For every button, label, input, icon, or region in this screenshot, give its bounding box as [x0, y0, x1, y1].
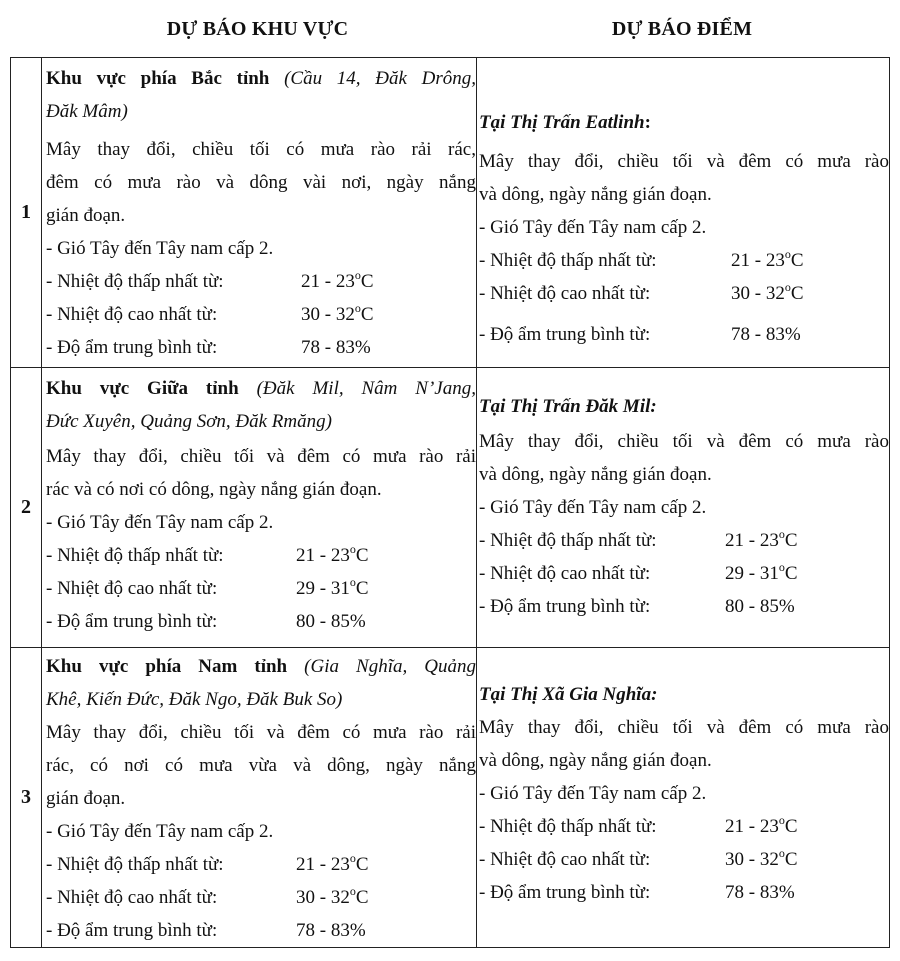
area-locations: (Đăk Mil, Nâm N’Jang,: [256, 378, 476, 399]
degree-sign: o: [354, 301, 361, 315]
humidity-label: - Độ ẩm trung bình từ:: [46, 611, 218, 632]
tmin-label: - Nhiệt độ thấp nhất từ:: [46, 271, 224, 292]
humidity-value: 78 - 83%: [731, 324, 801, 345]
point-title-line: Tại Thị Trấn Eatlinh:: [479, 112, 651, 133]
tmin-value: 21 - 23$^o$C: [725, 527, 798, 551]
tmax-value: 29 - 31$^o$C: [725, 560, 798, 584]
point-desc-line: và dông, ngày nắng gián đoạn.: [479, 750, 712, 771]
point-tmax: [477, 843, 889, 876]
degree-sign: o: [349, 542, 356, 556]
header-point-forecast: DỰ BÁO ĐIỂM: [611, 18, 753, 40]
point-tmin: [477, 524, 889, 557]
area-tmin: [42, 265, 476, 298]
forecast-row-1: [11, 58, 890, 368]
point-title: Tại Thị Trấn Eatlinh: [479, 112, 645, 133]
area-locations: (Cầu 14, Đăk Drông,: [284, 68, 476, 89]
tmin-value: 21 - 23$^o$C: [731, 247, 804, 271]
point-title: Tại Thị Trấn Đăk Mil:: [479, 396, 657, 417]
point-desc-line: Mây thay đổi, chiều tối và đêm có mưa rào: [479, 717, 889, 738]
point-desc-line: Mây thay đổi, chiều tối và đêm có mưa rào: [479, 431, 889, 452]
point-tmax: [477, 557, 889, 590]
area-desc-line: rác và có nơi có dông, ngày nắng gián đoạn.: [46, 479, 382, 500]
area-locations-cont: Khê, Kiến Đức, Đăk Ngo, Đăk Buk So): [46, 689, 343, 710]
point-forecast-cell: [477, 648, 890, 948]
row-number: 2: [11, 368, 42, 648]
degree-sign: o: [778, 846, 785, 860]
tmax-label: - Nhiệt độ cao nhất từ:: [479, 849, 651, 870]
area-tmax: [42, 572, 476, 605]
tmax-value: 30 - 32$^o$C: [301, 301, 374, 325]
header-area-forecast: DỰ BÁO KHU VỰC: [166, 18, 349, 40]
humidity-value: 78 - 83%: [301, 337, 371, 358]
humidity-value: 80 - 85%: [725, 596, 795, 617]
humidity-label: - Độ ẩm trung bình từ:: [479, 324, 651, 345]
tmin-value: 21 - 23$^o$C: [301, 268, 374, 292]
point-tmin: [477, 810, 889, 843]
point-title: Tại Thị Xã Gia Nghĩa:: [479, 684, 658, 705]
humidity-label: - Độ ẩm trung bình từ:: [479, 596, 651, 617]
area-title-line: [42, 650, 476, 683]
area-locations-cont: Đăk Mâm): [46, 101, 128, 122]
area-desc-line: Mây thay đổi, chiều tối và đêm có mưa rào rải: [46, 446, 476, 467]
humidity-value: 78 - 83%: [725, 882, 795, 903]
humidity-label: - Độ ẩm trung bình từ:: [479, 882, 651, 903]
area-title-line: [42, 62, 476, 95]
area-tmin: [42, 848, 476, 881]
point-wind: - Gió Tây đến Tây nam cấp 2.: [479, 497, 707, 518]
point-wind: - Gió Tây đến Tây nam cấp 2.: [479, 783, 707, 804]
tmax-label: - Nhiệt độ cao nhất từ:: [479, 563, 651, 584]
point-desc-line: Mây thay đổi, chiều tối và đêm có mưa rào: [479, 151, 889, 172]
area-desc-line: Mây thay đổi, chiều tối có mưa rào rải rác,: [46, 139, 476, 160]
area-locations: (Gia Nghĩa, Quảng: [304, 656, 477, 677]
degree-sign: o: [778, 560, 785, 574]
area-desc-line: rác, có nơi có mưa vừa và dông, ngày nắng: [46, 755, 476, 776]
tmin-label: - Nhiệt độ thấp nhất từ:: [479, 816, 657, 837]
area-forecast-cell: [42, 368, 477, 648]
area-tmax: [42, 881, 476, 914]
degree-sign: o: [349, 884, 356, 898]
area-wind: - Gió Tây đến Tây nam cấp 2.: [46, 238, 274, 259]
area-tmax: [42, 298, 476, 331]
row-number: 1: [11, 58, 42, 368]
point-humidity: [477, 876, 889, 909]
humidity-value: 80 - 85%: [296, 611, 366, 632]
humidity-label: - Độ ẩm trung bình từ:: [46, 337, 218, 358]
tmin-label: - Nhiệt độ thấp nhất từ:: [46, 545, 224, 566]
degree-sign: o: [784, 247, 791, 261]
forecast-row-2: [11, 368, 890, 648]
degree-sign: o: [778, 527, 785, 541]
area-locations-cont: Đức Xuyên, Quảng Sơn, Đăk Rmăng): [46, 411, 332, 432]
point-wind: - Gió Tây đến Tây nam cấp 2.: [479, 217, 707, 238]
tmin-label: - Nhiệt độ thấp nhất từ:: [46, 854, 224, 875]
area-desc-line: đêm có mưa rào và dông vài nơi, ngày nắng: [46, 172, 476, 193]
tmax-value: 29 - 31$^o$C: [296, 575, 369, 599]
point-tmin: [477, 244, 889, 277]
humidity-value: 78 - 83%: [296, 920, 366, 941]
forecast-row-3: [11, 648, 890, 948]
tmin-label: - Nhiệt độ thấp nhất từ:: [479, 250, 657, 271]
area-desc-line: gián đoạn.: [46, 788, 126, 809]
tmax-value: 30 - 32$^o$C: [725, 846, 798, 870]
tmax-label: - Nhiệt độ cao nhất từ:: [479, 283, 651, 304]
area-title: Khu vực phía Bắc tỉnh: [46, 68, 270, 89]
area-humidity: [42, 914, 476, 947]
degree-sign: o: [778, 813, 785, 827]
area-tmin: [42, 539, 476, 572]
point-humidity: [477, 590, 889, 623]
area-forecast-cell: [42, 58, 477, 368]
degree-sign: o: [349, 575, 356, 589]
tmax-label: - Nhiệt độ cao nhất từ:: [46, 578, 218, 599]
tmin-value: 21 - 23$^o$C: [725, 813, 798, 837]
tmax-value: 30 - 32$^o$C: [296, 884, 369, 908]
area-desc-line: Mây thay đổi, chiều tối và đêm có mưa rào rải: [46, 722, 476, 743]
forecast-table: [10, 57, 890, 948]
point-tmax: [477, 277, 889, 310]
area-wind: - Gió Tây đến Tây nam cấp 2.: [46, 821, 274, 842]
point-forecast-cell: [477, 58, 890, 368]
degree-sign: o: [354, 268, 361, 282]
tmin-label: - Nhiệt độ thấp nhất từ:: [479, 530, 657, 551]
tmax-label: - Nhiệt độ cao nhất từ:: [46, 887, 218, 908]
tmin-value: 21 - 23$^o$C: [296, 851, 369, 875]
point-desc-line: và dông, ngày nắng gián đoạn.: [479, 184, 712, 205]
point-desc-line: và dông, ngày nắng gián đoạn.: [479, 464, 712, 485]
area-wind: - Gió Tây đến Tây nam cấp 2.: [46, 512, 274, 533]
humidity-label: - Độ ẩm trung bình từ:: [46, 920, 218, 941]
area-title-line: [42, 372, 476, 405]
point-forecast-cell: [477, 368, 890, 648]
point-humidity: [477, 318, 889, 351]
area-title: Khu vực phía Nam tỉnh: [46, 656, 288, 677]
area-desc-line: gián đoạn.: [46, 205, 126, 226]
tmax-label: - Nhiệt độ cao nhất từ:: [46, 304, 218, 325]
tmin-value: 21 - 23$^o$C: [296, 542, 369, 566]
degree-sign: o: [349, 851, 356, 865]
area-humidity: [42, 331, 476, 364]
area-humidity: [42, 605, 476, 638]
degree-sign: o: [784, 280, 791, 294]
row-number: 3: [11, 648, 42, 948]
area-title: Khu vực Giữa tỉnh: [46, 378, 239, 399]
area-forecast-cell: [42, 648, 477, 948]
tmax-value: 30 - 32$^o$C: [731, 280, 804, 304]
